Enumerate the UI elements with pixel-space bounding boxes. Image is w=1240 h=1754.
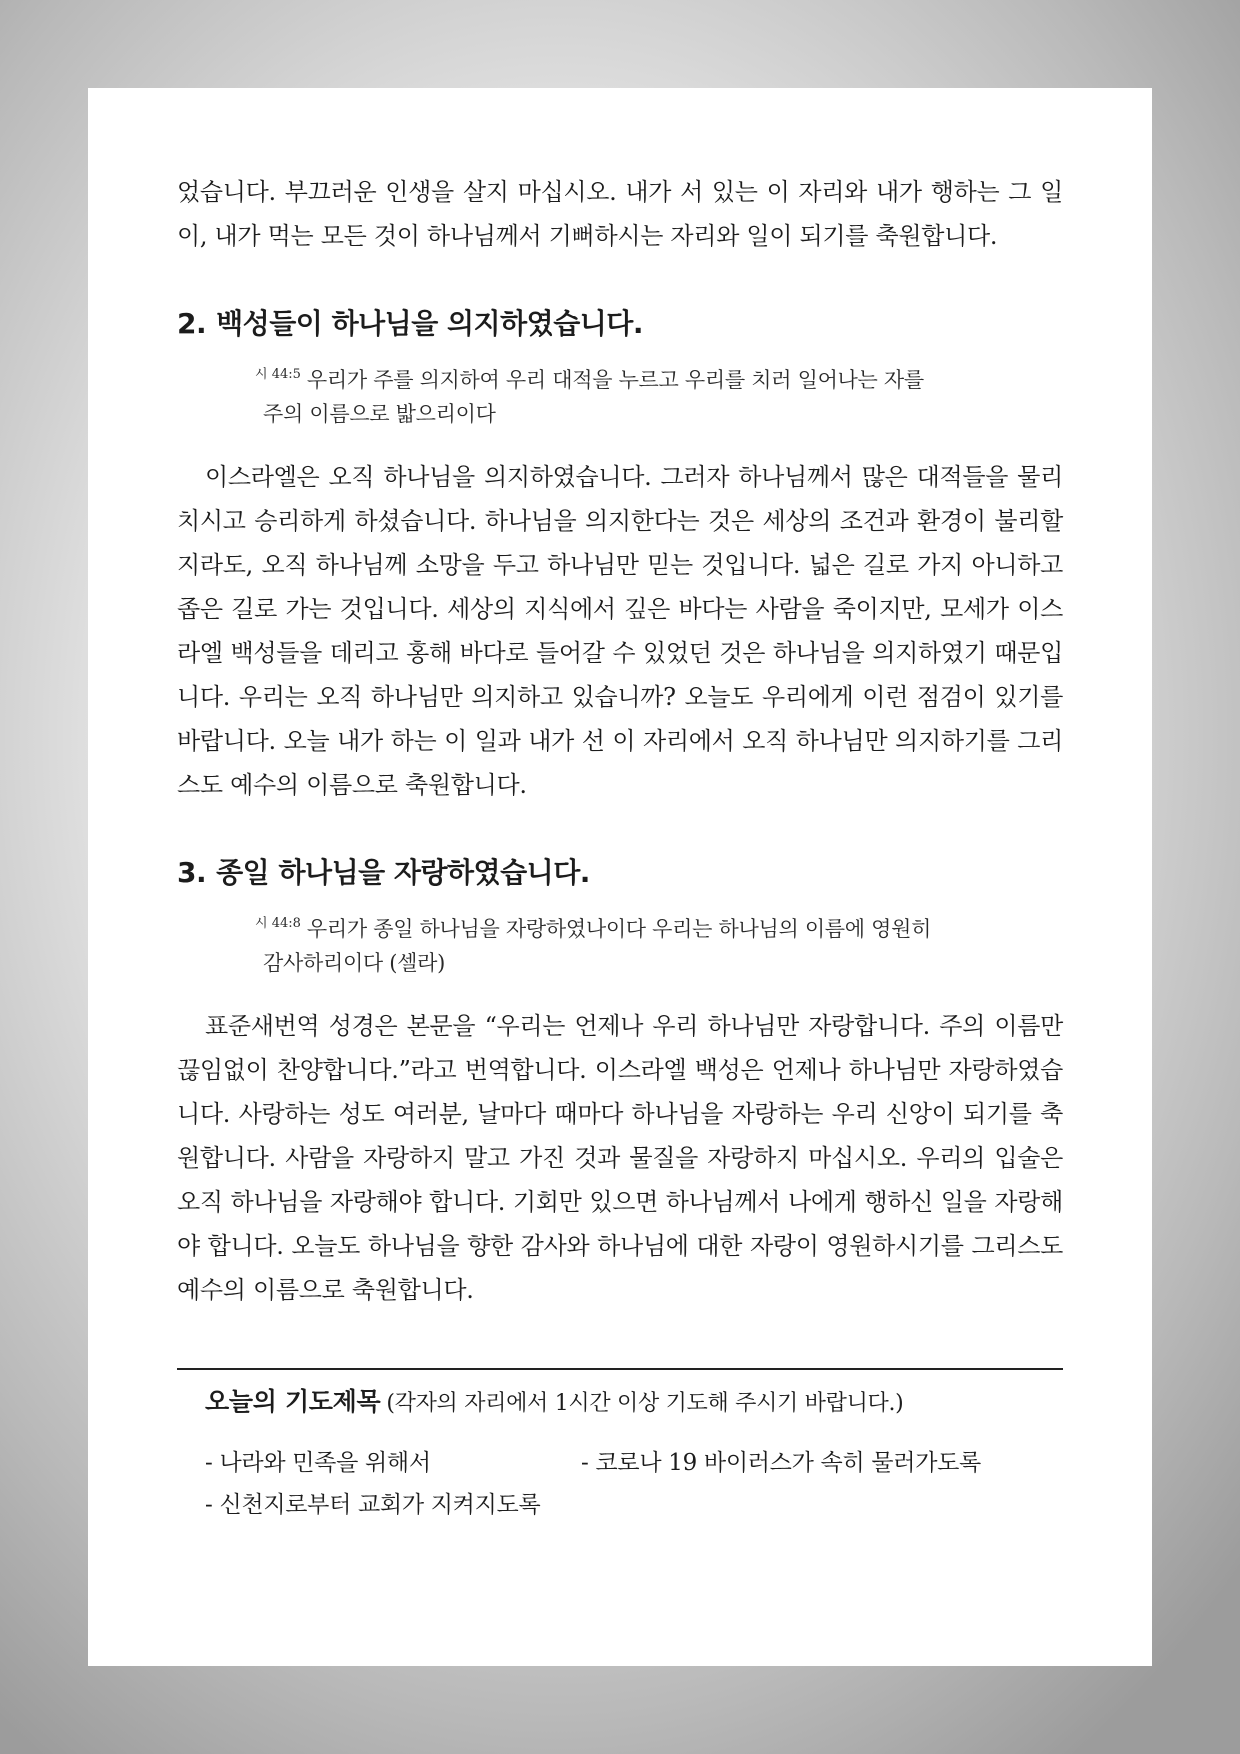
section-title: 종일 하나님을 자랑하였습니다. <box>216 856 590 889</box>
scripture-quote-2 <box>255 358 1063 431</box>
verse-reference: 시 44:8 <box>255 916 301 931</box>
scripture-quote-3 <box>255 907 1063 980</box>
verse-line-1: 우리가 종일 하나님을 자랑하였나이다 우리는 하나님의 이름에 영원히 <box>306 917 932 941</box>
section-heading-2 <box>177 304 1063 344</box>
prayer-heading: 오늘의 기도제목 <box>205 1387 381 1416</box>
document-page <box>88 88 1152 1666</box>
section-paragraph-2: 이스라엘은 오직 하나님을 의지하였습니다. 그러자 하나님께서 많은 대적들을 물리치시고 승리하게 하셨습니다. 하나님을 의지한다는 것은 세상의 조건과 환경이 불리할지라도, 오직 하나님께 소망을 두고 하나님만 믿는 것입니다. 넓은 길로 가지 아니하고 좁은 길로 가는 것입니다. 세상의 지식에서 깊은 바다는 사람을 죽이지만, 모세가 이스라엘 백성들을 데리고 홍해 바다로 들어갈 수 있었던 것은 하나님을 의지하였기 때문입니다. 우리는 오직 하나님만 의지하고 있습니까? 오늘도 우리에게 이런 점검이 있기를 바랍니다. 오늘 내가 하는 이 일과 내가 선 이 자리에서 오직 하나님만 의지하기를 그리스도 예수의 이름으로 축원합니다. <box>177 463 1063 799</box>
section-heading-3 <box>177 853 1063 893</box>
prayer-item: - 신천지로부터 교회가 지켜지도록 <box>205 1492 541 1518</box>
verse-line-2: 감사하리이다 (셀라) <box>263 951 446 975</box>
verse-line-2: 주의 이름으로 밟으리이다 <box>263 402 496 426</box>
section-title: 백성들이 하나님을 의지하였습니다. <box>216 307 643 340</box>
verse-line-1: 우리가 주를 의지하여 우리 대적을 누르고 우리를 치러 일어나는 자를 <box>306 368 924 392</box>
prayer-list <box>205 1442 1025 1526</box>
prayer-title <box>205 1382 1063 1424</box>
intro-paragraph: 었습니다. 부끄러운 인생을 살지 마십시오. 내가 서 있는 이 자리와 내가 행하는 그 일이, 내가 먹는 모든 것이 하나님께서 기뻐하시는 자리와 일이 되기를 축원합니다. <box>177 178 1063 250</box>
section-number: 2. <box>177 307 207 340</box>
page-content <box>177 170 1063 1526</box>
prayer-item: - 나라와 민족을 위해서 <box>205 1450 431 1476</box>
section-paragraph-3: 표준새번역 성경은 본문을 “우리는 언제나 우리 하나님만 자랑합니다. 주의 이름만 끊임없이 찬양합니다.”라고 번역합니다. 이스라엘 백성은 언제나 하나님만 자랑하였습니다. 사랑하는 성도 여러분, 날마다 때마다 하나님을 자랑하는 우리 신앙이 되기를 축원합니다. 사람을 자랑하지 말고 가진 것과 물질을 자랑하지 마십시오. 우리의 입술은 오직 하나님을 자랑해야 합니다. 기회만 있으면 하나님께서 나에게 행하신 일을 자랑해야 합니다. 오늘도 하나님을 향한 감사와 하나님에 대한 자랑이 영원하시기를 그리스도 예수의 이름으로 축원합니다. <box>177 1012 1063 1304</box>
prayer-item: - 코로나 19 바이러스가 속히 물러가도록 <box>581 1450 981 1476</box>
verse-reference: 시 44:5 <box>255 367 301 382</box>
section-number: 3. <box>177 856 207 889</box>
prayer-subtitle: (각자의 자리에서 1시간 이상 기도해 주시기 바랍니다.) <box>386 1391 904 1416</box>
